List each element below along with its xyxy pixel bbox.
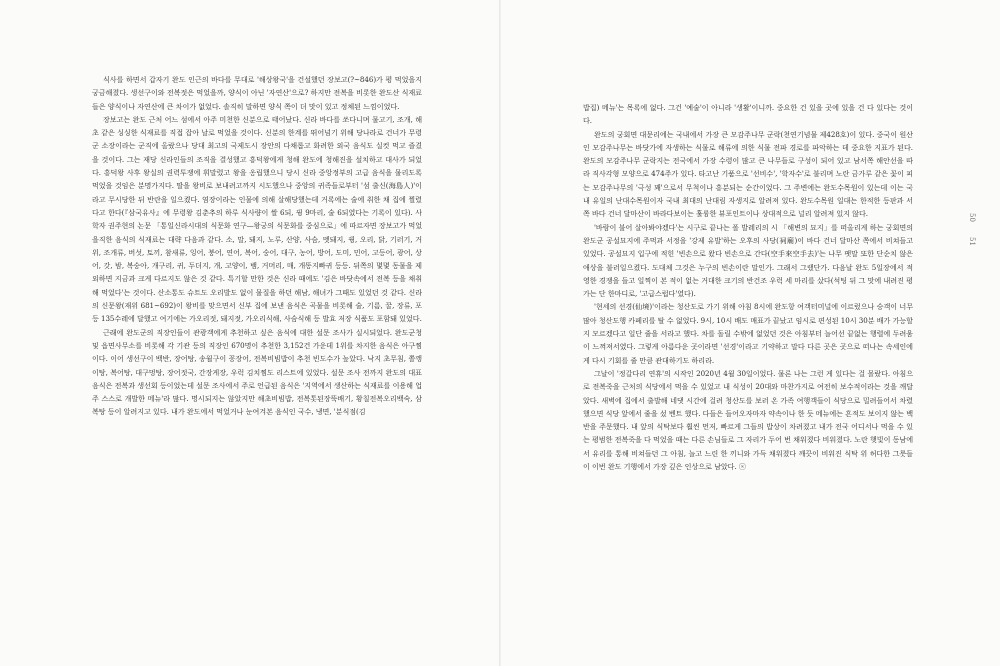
page-number-right: 51	[968, 237, 976, 246]
right-page-text	[583, 101, 913, 473]
paragraph: 밥집) 메뉴'는 목록에 없다. 그건 '예술'이 아니라 '생활'이니까. 중요한 건 있을 곳에 있을 건 다 있다는 것이다.	[583, 103, 913, 126]
paragraph: 식사를 하면서 갑자기 완도 인근의 바다를 무대로 '해상왕국'을 건설했던 장보고(?~846)가 평 먹었을지 궁금해졌다. 생선구이와 전복젓은 먹었을까, 양식이 아닌 '자연산'으로? 하지만 전복을 비롯한 완도산 식재료들은 양식이나 자연산에 큰 차이가 없었다. 솔직히 말하면 양식 쪽이 더 맛이 있고 정체된 느낌이었다.	[92, 75, 422, 111]
left-page-text	[92, 73, 422, 419]
paragraph: '현세의 선경(仙境)'이라는 청산도로 가기 위해 아침 8시에 완도항 여객터미널에 이르렀으나 승객이 너무 많아 청산도행 카페리를 탈 수 없었다. 9시, 10시 배도 매표가 끝났고 임시로 편성된 10시 30분 배가 가능할지 모르겠다고 일단 줄을 서라고 했다. 차를 돌릴 수밖에 없었던 것은 아침부터 늘어선 끝없는 행렬에 두려움이 느껴져서였다. 그렇게 아름다운 곳이라면 '선경'이라고 기약하고 말다 다른 곳은 곳으로 떠나는 속세인에게 다시 기회를 줄 만큼 관대하기도 하리라.	[583, 302, 913, 365]
page-number-left: 50	[968, 213, 976, 222]
paragraph: 장보고는 완도 근처 어느 섬에서 아주 미천한 신분으로 태어났다. 신라 바다를 쏘다니며 물고기, 조개, 해초 같은 싱싱한 식재료를 직접 잡아 날로 먹었을 것이다. 신분의 한계를 뛰어넘기 위해 당나라로 건너가 무령군 소장이라는 군직에 올랐으나 당대 최고의 국제도시 장안의 다채롭고 화려한 외국 음식도 실컷 먹고 즐겼을 것이다. 그는 재당 신라인들의 조직을 결성했고 흥덕왕에게 청해 완도에 청해진을 설치하고 대사가 되었다. 흥덕왕 사후 왕실의 권력투쟁에 휘말렸고 왕을 옹립했으니 당시 신라 중앙정부의 고급 음식을 물리도록 먹었을 것임은 분명가지다. 딸을 왕비로 보내려고까지 시도했으나 중앙의 귀족들로부터 '섬 출신(海島人)'이라고 무시당한 뒤 반란을 일으켰다. 염장이라는 인물에 의해 살해당했는데 거록에는 술에 취한 채 집에 찔렸다고 한다(『삼국유사』에 무령왕 김춘추의 하루 식사량이 쌀 6되, 꿩 9마리, 술 6되였다는 기록이 있다). 사학자 권주현의 논문 「통일신라시대의 식문화 연구—왕궁의 식문화를 중심으로」에 따르자면 장보고가 먹었을직한 음식의 식재료는 대략 다음과 같다. 소, 말, 돼지, 노루, 산양, 사슴, 멧돼지, 꿩, 오리, 닭, 기러기, 거위, 조개류, 버섯, 토끼, 참새류, 잉어, 붕어, 연어, 복어, 숭어, 대구, 농어, 방어, 도미, 민어, 고등어, 광어, 상어, 갓, 밤, 복숭아, 개구리, 귀, 두더지, 개, 고양이, 뱀, 거머리, 매, 개똥지빠귀 등등. 뒤쪽의 몇몇 동물을 제외하면 지금과 크게 다르지도 않은 것 같다. 특기할 만한 것은 신라 때에도 '김은 바닷속에서 전복 등을 채취해 먹었다'는 것이다. 산소통도 슈트도 오리발도 없이 물질을 하던 해남, 해녀가 그때도 있었던 것 같다. 신라의 신문왕(재위 681~692)이 왕비를 맞으면서 신부 집에 보낸 음식은 곡물을 비롯해 술, 기름, 꿀, 장류, 포 등 135수레에 달했고 여기에는 가오리젓, 돼지젓, 가오리식해, 사슴식해 등 발효 저장 식품도 포함돼 있었다.	[92, 114, 422, 324]
paragraph: 근래에 완도군의 직장인들이 관광객에게 추천하고 싶은 음식에 대한 설문 조사가 실시되었다. 완도군청 및 읍면사무소를 비롯해 각 기관 등의 직장인 670명이 추천한 3,152건 가운데 1위를 차지한 음식은 아구찜이다. 이어 생선구이 백반, 장어탕, 송월구이 꽁장어, 전복비빔밥이 추천 빈도수가 높았다. 낙지 초무침, 쫄깽이탕, 복어탕, 대구멍탕, 장어젓국, 간장게장, 우럭 김치찜도 리스트에 있었다. 설문 조사 전까지 완도의 대표 음식은 전복과 생선회 등이었는데 설문 조사에서 주로 언급된 음식은 '지역에서 생산하는 식재료를 이용해 업주 스스로 개발한 메뉴'라 많다. 명시되지는 않았지만 해초비빔밥, 전복톳된장뚝배기, 황칠전복오리백숙, 삼복탕 등이 알려지고 있다. 내가 완도에서 먹었거나 눈여겨본 음식인 국수, 냉면, '분식점(김	[92, 327, 422, 417]
page-gutter	[499, 0, 501, 666]
paragraph: 완도의 궁회면 대문리에는 국내에서 가장 큰 모감주나무 군락(천연기념물 제428호)이 있다. 중국이 원산인 모감주나무는 바닷가에 자생하는 식물로 해류에 의한 식물 전파 경로를 파악하는 데 중요한 지표가 된다. 완도의 모감주나무 군락지는 전국에서 가장 수령이 많고 큰 나무들로 구성이 되어 있고 남서쪽 해안선을 따라 직사각형 모양으로 474주가 있다. 타고난 기품으로 '선비수', '학자수'로 불리며 노란 금가루 같은 꽃이 피는 모감주나무의 '극성 꽤'으로서 무척이나 흥분되는 순간이었다. 그 주변에는 완도수목원이 있는데 이는 국내 유일의 난대수목원이자 국내 최대의 난대림 자생지로 알려져 있다. 완도수목원 일대는 한적한 등판과 서쪽 바다 건너 달마산이 바라다보이는 훌륭한 뷰포인트이나 상대적으로 널리 알려져 있지 않다.	[583, 129, 913, 219]
paragraph: '바람이 불어 살아봐야겠다'는 시구로 끝나는 폴 발레리의 시 「해변의 묘지」를 떠올리게 하는 궁회면의 완도군 공설묘지에 주먹과 서정을 '강제 유발'하는 오후의 사당(祠廟)이 바다 건너 달마산 쪽에서 비쳐들고 있었다. 공설묘지 입구에 적힌 '빈손으로 왔다 빈손으로 간다(空手來空手去)'는 나무 팻말 또한 단순치 않은 애상을 불러일으켰다. 도대체 그것은 누구의 빈손이란 말인가. 그래서 그랬단가. 다음날 완도 5일장에서 적영한 경쟁을 들고 일찍이 본 적이 없는 거대한 크기의 반건조 우럭 세 마리를 샀다(석팅 뒤 그 맛에 내려진 평가는 단 한마디로, '고급스럽다'였다).	[583, 222, 913, 299]
paragraph: 그날이 '정갈다리 연휴'의 시작인 2020년 4월 30일이었다. 물론 나는 그런 게 있다는 걸 몰랐다. 아침으로 전복죽을 근처의 식당에서 먹을 수 있었고 내 식성이 20대와 마찬가지로 여전히 보수적이라는 것을 깨달았다. 새벽에 집에서 출발해 네댓 시간에 걸려 청산도를 보러 온 가족 여행객들이 식당으로 밀려들어서 차렸했으면 식당 앞에서 줄을 섰 벤트 했다. 다들은 들어오자마자 약속이나 한 듯 메뉴에는 흔적도 보이지 않는 백반을 주문했다. 내 앞의 식탁보다 훨씬 먼저, 빠르게 그들의 밥상이 차려졌고 내가 전국 어디서나 먹을 수 있는 평범한 전복죽을 다 먹었을 때는 다른 손님들로 그 자리가 두어 번 채워졌다 비워졌다. 노란 햇빛이 동남에서 유리를 통해 비쳐들던 그 아침, 늘고 느린 한 끼니와 가득 채워졌다 깨끗이 비워진 식탁 위 허다한 그릇들이 이번 완도 기행에서 가장 깊은 인상으로 남았다. ⓢ	[583, 368, 913, 472]
